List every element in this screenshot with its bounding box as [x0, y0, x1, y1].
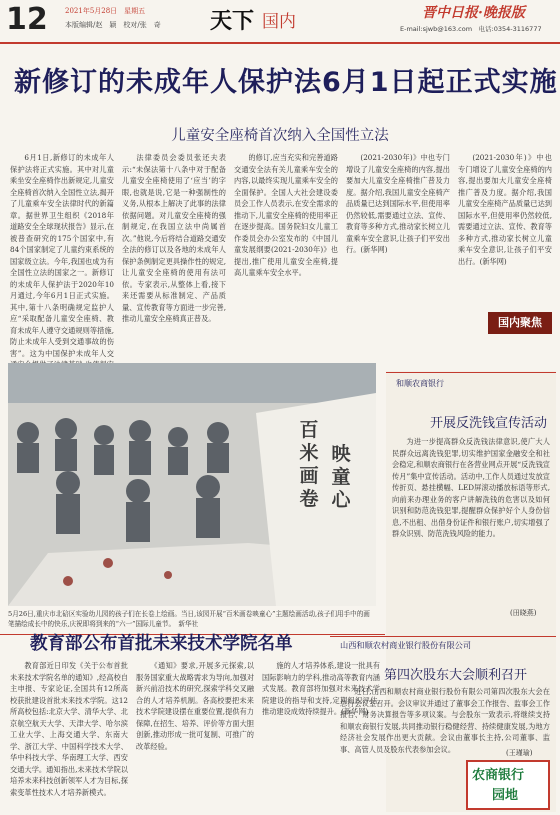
article-column: 《通知》要求,开展多元探索,以服务国家重大战略需求为导向,加强对新兴前沿技术的研究,探索学科交叉融合的人才培养机制。各高校要把未来技术学院建设摆在重要位置,提供有力保障,在招生、培养、评价等方面大胆创新,推动形成一批可复制、可推广的改革经验。 — [136, 661, 254, 751]
newspaper-name: 晋中日报·晚报版 — [422, 5, 525, 21]
main-headline: 新修订的未成年人保护法6月1日起正式实施 — [14, 67, 558, 98]
photo-caption: 5月26日,重庆市北碚区实验幼儿园的孩子们在长卷上绘画。当日,该园开展“百米画卷映童心”主题绘画活动,孩子们用手中的画笔描绘成长中的快乐,庆祝即将到来的“六一”国际儿童节。 新华社 — [8, 610, 370, 628]
dateline: 2021年5月28日 星期五 — [65, 7, 146, 15]
editor-line: 本版编辑/赵 颖 校对/张 奇 — [65, 21, 161, 29]
news-photo — [8, 363, 376, 606]
advertorial-title: 第四次股东大会顺利召开 — [384, 668, 528, 683]
author-credit: (王瑾瑜) — [506, 749, 533, 757]
contact-line: E-mail:sjwb@163.com 电话:0354-3116777 — [400, 25, 542, 33]
divider — [330, 636, 556, 637]
article-column: 的修订,应当充实和完善道路交通安全法有关儿童乘车安全的内容,以最终实现儿童乘车安全的全面保护。全国人大社会建设委员会工作人员表示,在安全需求的推动下,儿童安全座椅的使用率正在逐步提高。国务院妇女儿童工作委员会办公室发布的《中国儿童发展纲要(2021-2030年)》也提出,推广使用儿童安全座椅,提高儿童乘车安全水平。 — [234, 153, 338, 277]
author-credit: (田晓燕) — [510, 609, 537, 617]
sub-headline: 儿童安全座椅首次纳入全国性立法 — [171, 128, 389, 144]
banner-text: 映童心 — [331, 443, 351, 511]
article-column: 教育部近日印发《关于公布首批未来技术学院名单的通知》,经高校自主申报、专家论证,全国共有12所高校获批建设首批未来技术学院。这12所高校包括:北京大学、清华大学、北京航空航天大学、天津大学、哈尔滨工业大学、上海交通大学、东南大学、浙江大学、中国科学技术大学、华中科技大学、华南理工大学、西安交通大学。通知指出,未来技术学院以培养未来科技创新领军人才为目标,探索变革性技术人才培养新模式。 — [10, 661, 128, 797]
article-column: 法律委员会委员张还夫表示:“未保法第十八条中对于配备儿童安全座椅使用了‘应当’的字眼,也就是说,它是一种强制性的义务,从根本上解决了此事的法律依据问题。对儿童安全座椅的强制规定,在我国立法中尚属首次。”他说,今后将结合道路交通安全法的修订以及各地的未成年人保护条例制定更具操作性的规定,让儿童安全座椅的使用有法可依。专家表示,从整体上看,接下来还需要从标准制定、产品质量、宣传教育等方面进一步完善,推动儿童安全座椅真正普及。 — [122, 153, 226, 323]
advertorial-body: 为进一步提高群众反洗钱法律意识,使广大人民群众远离洗钱犯罪,切实维护国家金融安全和社会稳定,和顺农商银行在各营业网点开展“反洗钱宣传月”集中宣传活动。活动中,工作人员通过发放宣传折页、悬挂横幅、LED屏滚动播放标语等形式,向前来办理业务的客户讲解洗钱的危害以及如何识别和防范洗钱犯罪,提醒群众保护好个人身份信息,不出租、出借身份证件和银行账户,切实增强了群众识别、防范洗钱风险的能力。 — [392, 437, 550, 538]
article-column: (2021-2030年)》中也专门增设了儿童安全座椅的内容,提出要加大儿童安全座椅推广普及力度。据介绍,我国儿童安全座椅产品质量已达到国际水平,但使用率仍然较低,需要通过立法、宣传、教育等多种方式,推动家长树立儿童乘车安全意识,让孩子们平安出行。(新华网) — [458, 153, 552, 266]
section-title: 天下 — [210, 8, 255, 34]
advertorial-title: 开展反洗钱宣传活动 — [430, 416, 548, 431]
logo-text: 园地 — [492, 788, 519, 803]
divider — [386, 372, 556, 373]
article-column: 6月1日,新修订的未成年人保护法将正式实施。其中对儿童乘坐安全座椅作出新规定,儿童安全座椅首次纳入全国性立法,揭开了儿童乘车安全法律时代的新篇章。据世界卫生组织《2018年道路安全全球现状报告》显示,在被普查研究的175个国家中,有84个国家制定了儿童约束系统的国家级立法。今年,我国也成为有全国性立法的国家之一。新修订的未成年人保护法于2020年10月通过,今年6月1日正式实施。其中,第十八条明确规定监护人应“采取配备儿童安全座椅、教育未成年人遵守交通规则等措施,防止未成年人受到交通事故的伤害”。这为中国保护未成年人交 — [10, 153, 114, 358]
section-subtitle: 国内 — [262, 12, 296, 32]
advertorial-body: 近日,山西和顺农村商业银行股份有限公司第四次股东大会在总行会议室召开。会议审议并通过了董事会工作报告、监事会工作报告、财务决算报告等多项议案。与会股东一致表示,将继续支持和顺农商银行发展,共同推动银行稳健经营、持续健康发展,为地方经济社会发展作出更大贡献。会议由董事长主持,公司董事、监事、高管人员及股东代表参加会议。 — [340, 687, 550, 754]
article-column: (2021-2030年)》中也专门增设了儿童安全座椅的内容,提出要加大儿童安全座椅推广普及力度。据介绍,我国儿童安全座椅产品质量已达到国际水平,但使用率仍然较低,需要通过立法、宣传、教育等多种方式,推动家长树立儿童乘车安全意识,让孩子们平安出行。(新华网) — [346, 153, 450, 254]
banner-text: 百米画卷 — [299, 419, 319, 510]
logo-text: 农商银行 — [472, 768, 525, 783]
company-name: 山西和顺农村商业银行股份有限公司 — [340, 640, 472, 650]
bank-name: 和顺农商银行 — [396, 379, 444, 388]
article-column: 施的人才培养体系,建设一批具有国际影响力的学科,推动高等教育内涵式发展。教育部将加强对未来技术学院建设的指导和支持,定期组织评估,推动建设成效持续提升。(新华网) — [262, 661, 380, 716]
focus-badge: 国内聚焦 — [488, 312, 552, 334]
page-number: 12 — [6, 2, 48, 37]
article-title: 教育部公布首批未来技术学院名单 — [30, 634, 293, 654]
